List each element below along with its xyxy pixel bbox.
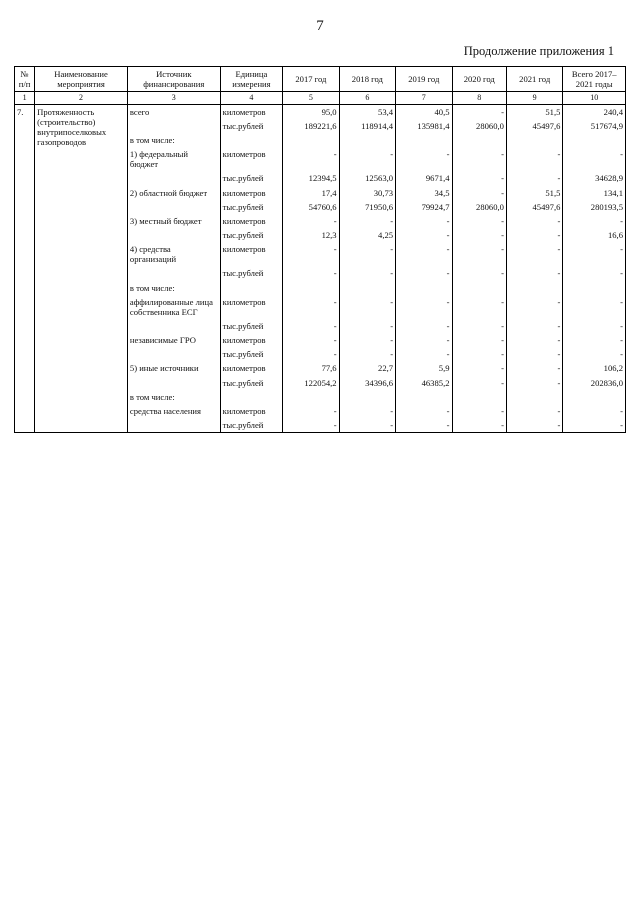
value-cell: 34628,9 [563, 171, 626, 185]
value-cell: - [283, 347, 339, 361]
value-cell: - [563, 347, 626, 361]
unit-of-measure: тыс.рублей [220, 171, 283, 185]
value-cell [506, 133, 562, 147]
unit-of-measure: километров [220, 361, 283, 375]
value-cell: 79924,7 [396, 200, 452, 214]
financing-source: в том числе: [127, 390, 220, 404]
header-2018: 2018 год [339, 67, 395, 92]
value-cell [339, 281, 395, 295]
value-cell: - [339, 319, 395, 333]
unit-of-measure: километров [220, 295, 283, 319]
value-cell: - [339, 295, 395, 319]
value-cell [506, 281, 562, 295]
value-cell: - [506, 147, 562, 171]
financing-source: в том числе: [127, 281, 220, 295]
value-cell: - [339, 333, 395, 347]
financing-source [127, 171, 220, 185]
column-number: 7 [396, 92, 452, 104]
header-source: Источник финансирования [127, 67, 220, 92]
value-cell [396, 390, 452, 404]
value-cell: 54760,6 [283, 200, 339, 214]
value-cell: - [563, 295, 626, 319]
column-number: 5 [283, 92, 339, 104]
value-cell: 30,73 [339, 186, 395, 200]
value-cell: - [452, 147, 506, 171]
value-cell: - [283, 418, 339, 433]
value-cell: - [506, 333, 562, 347]
value-cell: 34,5 [396, 186, 452, 200]
value-cell [283, 281, 339, 295]
unit-of-measure: тыс.рублей [220, 119, 283, 133]
value-cell: - [506, 361, 562, 375]
unit-of-measure: километров [220, 186, 283, 200]
value-cell: - [452, 295, 506, 319]
financing-source [127, 376, 220, 390]
unit-of-measure [220, 133, 283, 147]
value-cell [452, 133, 506, 147]
column-number: 9 [506, 92, 562, 104]
value-cell: 28060,0 [452, 119, 506, 133]
value-cell: 53,4 [339, 104, 395, 119]
unit-of-measure: тыс.рублей [220, 266, 283, 280]
value-cell [563, 390, 626, 404]
value-cell [396, 133, 452, 147]
value-cell: 4,25 [339, 228, 395, 242]
value-cell: - [452, 228, 506, 242]
financing-source [127, 119, 220, 133]
value-cell: - [396, 347, 452, 361]
value-cell: 95,0 [283, 104, 339, 119]
value-cell: - [283, 319, 339, 333]
column-number: 8 [452, 92, 506, 104]
financing-table [14, 66, 626, 433]
value-cell [339, 390, 395, 404]
unit-of-measure: тыс.рублей [220, 376, 283, 390]
unit-of-measure: километров [220, 333, 283, 347]
header-unit: Единица измерения [220, 67, 283, 92]
value-cell: - [283, 295, 339, 319]
unit-of-measure: километров [220, 242, 283, 266]
value-cell: - [283, 147, 339, 171]
value-cell [563, 133, 626, 147]
value-cell: - [339, 266, 395, 280]
measure-name: Протяженность (строительство) внутрипоселковых газопроводов [35, 104, 128, 432]
value-cell: 517674,9 [563, 119, 626, 133]
column-number: 3 [127, 92, 220, 104]
value-cell: 51,5 [506, 186, 562, 200]
value-cell: - [396, 333, 452, 347]
value-cell: - [506, 404, 562, 418]
value-cell: - [563, 404, 626, 418]
value-cell: 12,3 [283, 228, 339, 242]
value-cell: - [452, 418, 506, 433]
value-cell: - [506, 418, 562, 433]
financing-source: независимые ГРО [127, 333, 220, 347]
financing-source: в том числе: [127, 133, 220, 147]
financing-source [127, 319, 220, 333]
page-number: 7 [316, 18, 324, 34]
value-cell: 71950,6 [339, 200, 395, 214]
column-number: 2 [35, 92, 128, 104]
value-cell [506, 390, 562, 404]
value-cell: 12563,0 [339, 171, 395, 185]
value-cell: - [339, 147, 395, 171]
header-name: Наименование мероприятия [35, 67, 128, 92]
value-cell: - [339, 404, 395, 418]
value-cell: - [396, 214, 452, 228]
header-2021: 2021 год [506, 67, 562, 92]
value-cell: 51,5 [506, 104, 562, 119]
value-cell: 122054,2 [283, 376, 339, 390]
value-cell: 202836,0 [563, 376, 626, 390]
value-cell: - [283, 333, 339, 347]
column-number: 1 [15, 92, 35, 104]
value-cell: - [506, 242, 562, 266]
table-row [15, 104, 626, 119]
financing-source [127, 228, 220, 242]
value-cell: - [452, 376, 506, 390]
unit-of-measure: тыс.рублей [220, 200, 283, 214]
value-cell: - [563, 147, 626, 171]
value-cell [339, 133, 395, 147]
financing-source: 2) областной бюджет [127, 186, 220, 200]
value-cell: - [563, 333, 626, 347]
value-cell: - [452, 104, 506, 119]
value-cell: 16,6 [563, 228, 626, 242]
table-body [15, 104, 626, 432]
unit-of-measure: тыс.рублей [220, 319, 283, 333]
header-row [15, 67, 626, 92]
value-cell [283, 390, 339, 404]
value-cell: 134,1 [563, 186, 626, 200]
value-cell: - [339, 214, 395, 228]
value-cell: - [506, 266, 562, 280]
header-2017: 2017 год [283, 67, 339, 92]
value-cell: 34396,6 [339, 376, 395, 390]
value-cell: - [339, 347, 395, 361]
value-cell: - [396, 319, 452, 333]
value-cell: 9671,4 [396, 171, 452, 185]
value-cell: - [283, 404, 339, 418]
value-cell: - [563, 418, 626, 433]
value-cell: 118914,4 [339, 119, 395, 133]
financing-source: 4) средства организаций [127, 242, 220, 266]
column-number: 4 [220, 92, 283, 104]
continuation-label: Продолжение приложения 1 [463, 44, 614, 58]
value-cell: - [563, 319, 626, 333]
value-cell: - [506, 171, 562, 185]
value-cell: 40,5 [396, 104, 452, 119]
header-total: Всего 2017–2021 годы [563, 67, 626, 92]
value-cell: 45497,6 [506, 200, 562, 214]
value-cell: - [452, 242, 506, 266]
value-cell: - [396, 147, 452, 171]
value-cell: 28060,0 [452, 200, 506, 214]
value-cell: - [506, 319, 562, 333]
header-2019: 2019 год [396, 67, 452, 92]
value-cell [283, 133, 339, 147]
unit-of-measure: километров [220, 104, 283, 119]
value-cell: - [452, 361, 506, 375]
value-cell: - [339, 242, 395, 266]
value-cell: - [452, 214, 506, 228]
value-cell: - [283, 214, 339, 228]
value-cell: 77,6 [283, 361, 339, 375]
value-cell [452, 390, 506, 404]
financing-source: 5) иные источники [127, 361, 220, 375]
header-no: № п/п [15, 67, 35, 92]
value-cell: - [452, 171, 506, 185]
value-cell: - [283, 242, 339, 266]
value-cell: - [452, 404, 506, 418]
value-cell: - [563, 266, 626, 280]
value-cell: 280193,5 [563, 200, 626, 214]
value-cell: - [506, 214, 562, 228]
value-cell: 46385,2 [396, 376, 452, 390]
value-cell: - [452, 319, 506, 333]
unit-of-measure: километров [220, 404, 283, 418]
value-cell [563, 281, 626, 295]
measure-number: 7. [15, 104, 35, 432]
financing-source: 3) местный бюджет [127, 214, 220, 228]
value-cell: - [396, 242, 452, 266]
value-cell: 12394,5 [283, 171, 339, 185]
unit-of-measure: километров [220, 214, 283, 228]
value-cell: - [452, 333, 506, 347]
column-number: 10 [563, 92, 626, 104]
value-cell: 22,7 [339, 361, 395, 375]
value-cell: 240,4 [563, 104, 626, 119]
value-cell: - [563, 242, 626, 266]
value-cell: - [396, 404, 452, 418]
value-cell: - [506, 295, 562, 319]
unit-of-measure: тыс.рублей [220, 418, 283, 433]
value-cell: 189221,6 [283, 119, 339, 133]
financing-source: средства населения [127, 404, 220, 418]
financing-source [127, 418, 220, 433]
value-cell: - [506, 347, 562, 361]
value-cell: - [396, 295, 452, 319]
header-2020: 2020 год [452, 67, 506, 92]
value-cell: - [563, 214, 626, 228]
unit-of-measure [220, 281, 283, 295]
unit-of-measure: тыс.рублей [220, 228, 283, 242]
value-cell: - [506, 376, 562, 390]
value-cell: - [396, 418, 452, 433]
value-cell: - [396, 266, 452, 280]
financing-source [127, 347, 220, 361]
value-cell [396, 281, 452, 295]
financing-source [127, 200, 220, 214]
column-number-row [15, 92, 626, 104]
financing-source [127, 266, 220, 280]
financing-source: всего [127, 104, 220, 119]
value-cell: - [339, 418, 395, 433]
financing-source: 1) федеральный бюджет [127, 147, 220, 171]
value-cell: - [452, 186, 506, 200]
value-cell [452, 281, 506, 295]
unit-of-measure: тыс.рублей [220, 347, 283, 361]
value-cell: 135981,4 [396, 119, 452, 133]
value-cell: - [452, 347, 506, 361]
value-cell: 17,4 [283, 186, 339, 200]
value-cell: 45497,6 [506, 119, 562, 133]
value-cell: 106,2 [563, 361, 626, 375]
value-cell: - [506, 228, 562, 242]
value-cell: - [283, 266, 339, 280]
column-number: 6 [339, 92, 395, 104]
value-cell: - [452, 266, 506, 280]
value-cell: 5,9 [396, 361, 452, 375]
value-cell: - [396, 228, 452, 242]
unit-of-measure [220, 390, 283, 404]
financing-source: аффилированные лица собственника ЕСГ [127, 295, 220, 319]
unit-of-measure: километров [220, 147, 283, 171]
